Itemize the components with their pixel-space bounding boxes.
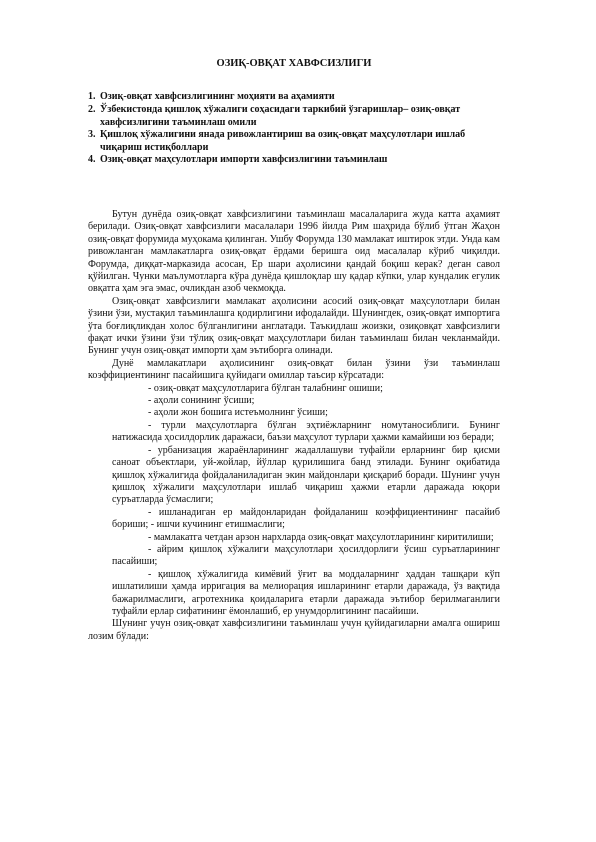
item-number: 3. (88, 129, 96, 141)
bullet-item: - айрим қишлоқ хўжалиги маҳсулотлари ҳосилдорлиги ўсиш суръатларининг пасайиши; (112, 543, 500, 568)
item-text: Озиқ-овқат хавфсизлигининг моҳияти ва аҳамияти (100, 91, 335, 103)
body-paragraph: Бутун дунёда озиқ-овқат хавфсизлигини таъминлаш масалаларига жуда катта аҳамият берилади. Озиқ-овқат хавфсизлиги масалалари 1996 йилда Рим шаҳрида бўлиб ўтган Жаҳон озиқ-овқат форумида муҳокама қилинган. Ушбу Форумда 130 мамлакат иштирок этди. Унда кам ривожланган мамлакатларга озиқ-овқат ёрдами беришга оид масалалар кўриб чиқилди. Форумда, диққат-марказида асосан, Ер шари аҳолисини қандай боқиш керак? деган савол қўйилган. Чунки маълумотларга кўра дунёда қишлоқлар шу қадар кўпки, улар кундалик егулик овқатга ҳам эга эмас, очликдан азоб чекмоқда. (88, 208, 500, 295)
contents-item (88, 104, 500, 129)
bullet-item: - ишланадиган ер майдонларидан фойдаланиш коэффициентининг пасайиб бориши; - ишчи кучининг етишмаслиги; (112, 506, 500, 531)
closing-paragraph: Шунинг учун озиқ-овқат хавфсизлигини таъминлаш учун қуйидагиларни амалга ошириш лозим бўлади: (88, 618, 500, 642)
body-paragraph: Дунё мамлакатлари аҳолисининг озиқ-овқат билан ўзини ўзи таъминлаш коэффициентининг пасайишига қуйидаги омиллар таъсир кўрсатади: (88, 357, 500, 382)
contents-list (88, 91, 500, 167)
bullet-item: - турли маҳсулотларга бўлган эҳтиёжларнинг номутаносиблиги. Бунинг натижасида ҳосилдорлик даражаси, баъзи маҳсулот турлари ҳажми камайиши юз беради; (112, 419, 500, 444)
contents-item (88, 129, 500, 154)
body-paragraph: Озиқ-овқат хавфсизлиги мамлакат аҳолисини асосий озиқ-овқат маҳсулотлари билан ўзини ўзи, мустақил таъминлашга қодирлигини ифодалайди. Шунингдек, озиқ-овқат импортига ўта боғлиқликдан холос бўлганлигини англатади. Таъкидлаш жоизки, озиқовқат хавфсизлиги фақат ички ўзини ўзи тўлиқ озиқ-овқат маҳсулотлари билан таъминлаш билан чекланмайди. Бунинг учун озиқ-овқат импорти ҳам эътиборга олинади. (88, 295, 500, 357)
item-number: 1. (88, 91, 96, 103)
bullet-item: - озиқ-овқат маҳсулотларига бўлган талабнинг ошиши; (148, 382, 383, 394)
bullet-item: - аҳоли жон бошига истеъмолнинг ўсиши; (148, 407, 328, 419)
item-number: 4. (88, 154, 96, 166)
contents-item (88, 91, 500, 104)
item-text: Ўзбекистонда қишлоқ хўжалиги соҳасидаги таркибий ўзгаришлар– озиқ-овқат хавфсизлигини таъминлаш омили (100, 104, 461, 128)
bullet-item: - мамлакатга четдан арзон нархларда озиқ-овқат маҳсулотларининг киритилиши; (148, 531, 494, 543)
item-text: Қишлоқ хўжалигини янада ривожлантириш ва озиқ-овқат маҳсулотлари ишлаб чиқариш истиқболлари (100, 129, 466, 153)
bullet-item: - аҳоли сонининг ўсиши; (148, 395, 255, 407)
bullet-item: - урбанизация жараёнларининг жадаллашуви туфайли ерларнинг бир қисми саноат объектлари, уй-жойлар, йўллар қурилишига банд этилади. Бунинг оқибатида қишлоқ хўжалигида фойдаланиладиган экин майдонлари қисқариб боради. Шунинг учун қишлоқ хўжалиги маҳсулотлари ишлаб чиқариш ҳажми етарли даражада юқори суръатларда ўсмаслиги; (112, 444, 500, 506)
document-title: ОЗИҚ-ОВҚАТ ХАВФСИЗЛИГИ (216, 58, 372, 69)
item-text: Озиқ-овқат маҳсулотлари импорти хавфсизлигини таъминлаш (100, 154, 388, 166)
contents-item (88, 154, 500, 167)
item-number: 2. (88, 104, 96, 115)
bullet-item: - қишлоқ хўжалигида кимёвий ўғит ва моддаларнинг ҳаддан ташқари кўп ишлатилиши ҳамда ирригация ва мелиорация ишларининг етарли даражада, ўз вақтида бажарилмаслиги, агротехника қоидаларига етарли даражада эътибор берилмаганлиги туфайли ерлар сифатининг ёмонлашиб, ер унумдорлигининг пасайиши. (112, 568, 500, 617)
